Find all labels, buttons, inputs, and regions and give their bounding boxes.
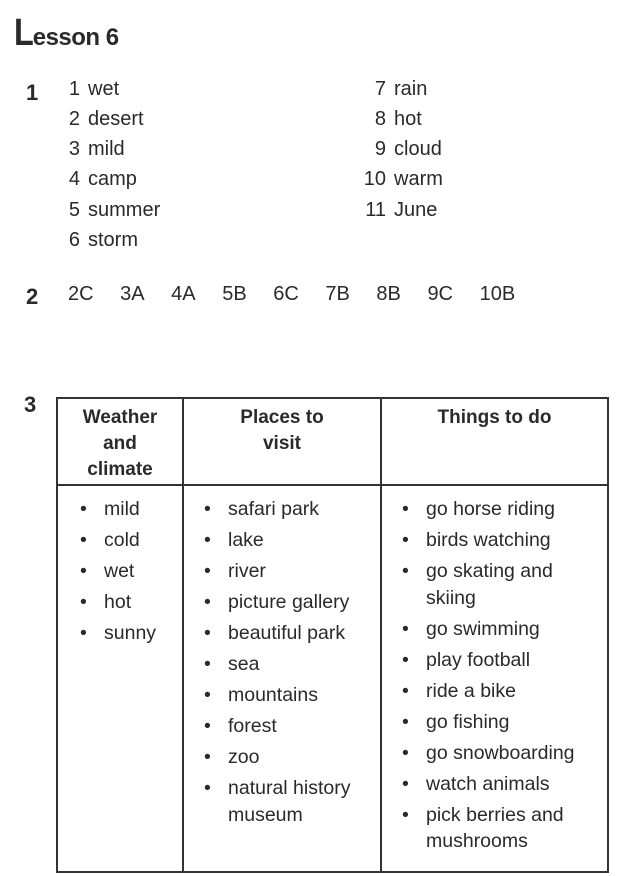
list-item: • hot: [62, 589, 178, 616]
answer-item: 2C: [68, 283, 94, 305]
things-column: [381, 485, 608, 872]
answer-item: 5B: [222, 283, 247, 305]
title-initial: L: [14, 12, 34, 54]
answer-item: 4A: [171, 283, 196, 305]
list-item: • play football: [386, 647, 603, 674]
answer-item: 10B: [479, 283, 516, 305]
list-item: • safari park: [188, 496, 376, 523]
list-item: • picture gallery: [188, 589, 376, 616]
header-weather: Weather and climate: [57, 398, 183, 485]
exercise-2-number: 2: [26, 284, 39, 309]
exercise-2-answers: [68, 283, 536, 306]
list-item: • pick berries and mushrooms: [386, 802, 603, 855]
answer-item: 5 summer: [68, 199, 161, 221]
list-item: • forest: [188, 713, 376, 740]
list-item: • ride a bike: [386, 678, 603, 705]
answer-item: 7 rain: [374, 78, 428, 100]
exercise-3-number: 3: [24, 392, 37, 417]
answer-item: 9 cloud: [374, 138, 442, 160]
list-item: • lake: [188, 527, 376, 554]
answer-item: 10 warm: [363, 168, 443, 190]
answer-item: 7B: [325, 283, 350, 305]
list-item: • go fishing: [386, 709, 603, 736]
title-rest: esson 6: [32, 24, 119, 51]
page-title: [14, 12, 119, 55]
answer-item: 2 desert: [68, 108, 144, 130]
header-things: Things to do: [381, 398, 608, 485]
header-places: Places to visit: [183, 398, 381, 485]
list-item: • natural history museum: [188, 775, 376, 828]
list-item: • cold: [62, 527, 178, 554]
answer-item: 8 hot: [374, 108, 422, 130]
answer-item: 1 wet: [68, 78, 120, 100]
list-item: • watch animals: [386, 771, 603, 798]
list-item: • sunny: [62, 620, 178, 647]
answer-item: 3A: [120, 283, 145, 305]
list-item: • sea: [188, 651, 376, 678]
list-item: • river: [188, 558, 376, 585]
answer-item: 11 June: [365, 199, 438, 221]
exercise-1-number: 1: [26, 80, 39, 105]
answer-item: 4 camp: [68, 168, 137, 190]
list-item: • wet: [62, 558, 178, 585]
answer-item: 6 storm: [68, 229, 138, 251]
list-item: • mild: [62, 496, 178, 523]
list-item: • go snowboarding: [386, 740, 603, 767]
answer-item: 9C: [427, 283, 454, 305]
list-item: • mountains: [188, 682, 376, 709]
list-item: • go skating and skiing: [386, 558, 603, 611]
list-item: • beautiful park: [188, 620, 376, 647]
answer-item: 6C: [273, 283, 299, 305]
answer-item: 3 mild: [68, 138, 125, 160]
list-item: • go horse riding: [386, 496, 603, 523]
places-column: [183, 485, 381, 872]
list-item: • birds watching: [386, 527, 603, 554]
weather-column: [57, 485, 183, 872]
exercise-3-table: [56, 397, 609, 873]
answer-item: 8B: [376, 283, 401, 305]
list-item: • zoo: [188, 744, 376, 771]
list-item: • go swimming: [386, 616, 603, 643]
